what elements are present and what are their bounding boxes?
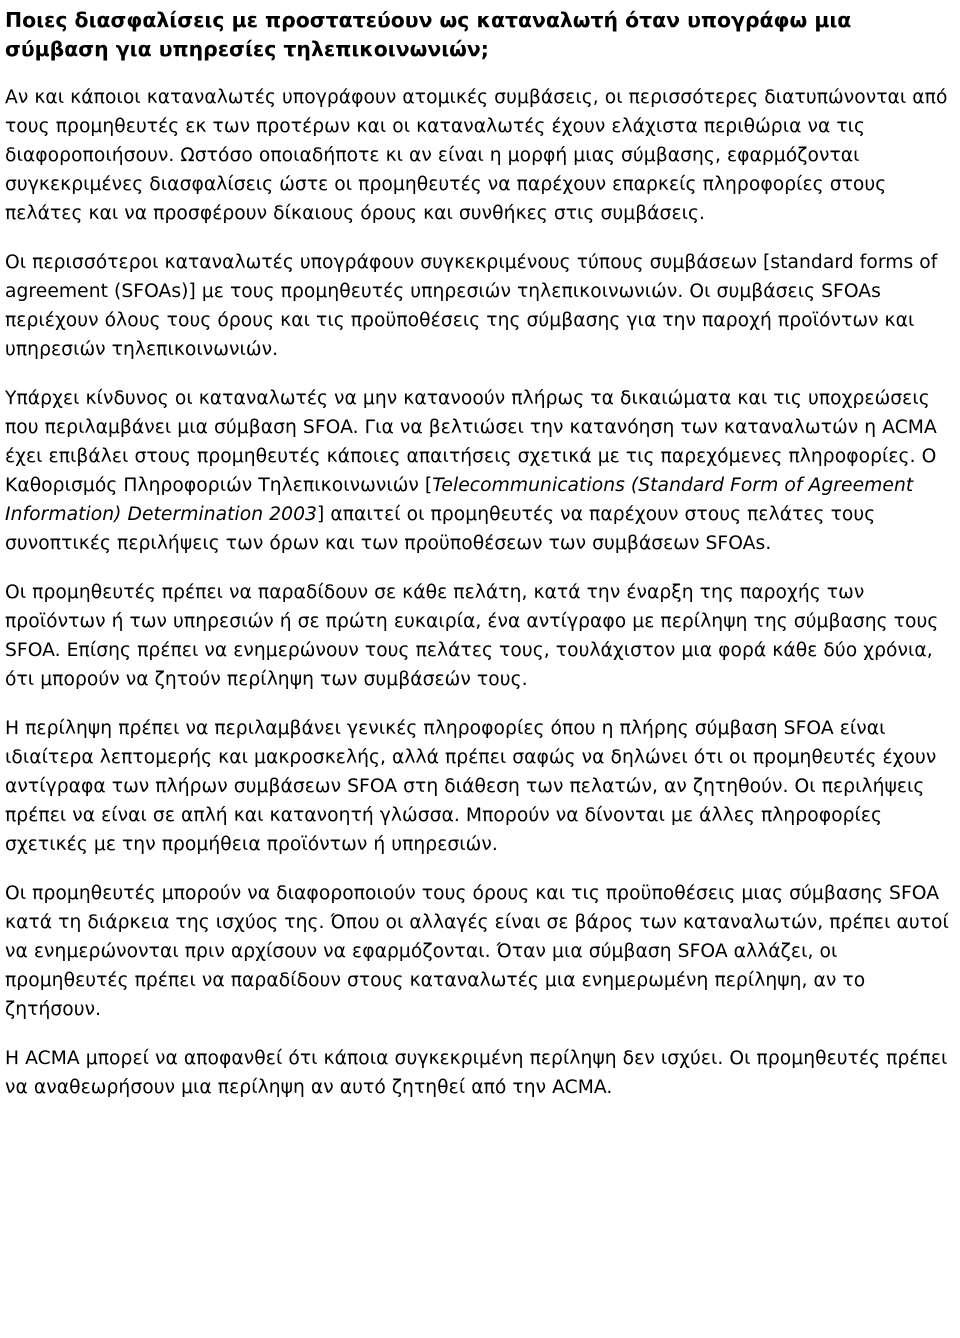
paragraph-intro: Αν και κάποιοι καταναλωτές υπογράφουν ατομικές συμβάσεις, οι περισσότερες διατυπώνονται από τους προμηθευτές εκ των προτέρων και οι καταναλωτές έχουν ελάχιστα περιθώρια να τις διαφοροποιήσουν. Ωστόσο οποιαδήποτε κι αν είναι η μορφή μιας σύμβασης, εφαρμόζονται συγκεκριμένες διασφαλίσεις ώστε οι προμηθευτές να παρέχουν επαρκείς πληροφορίες στους πελάτες και να προσφέρουν δίκαιους όρους και συνθήκες στις συμβάσεις. (5, 87, 948, 224)
document-title: Ποιες διασφαλίσεις με προστατεύουν ως καταναλωτή όταν υπογράφω μια σύμβαση για υπηρεσίες τηλεπικοινωνιών; (5, 8, 852, 61)
paragraph-summary-content: Η περίληψη πρέπει να περιλαμβάνει γενικές πληροφορίες όπου η πλήρης σύμβαση SFOA είναι ιδιαίτερα λεπτομερής και μακροσκελής, αλλά πρέπει σαφώς να δηλώνει ότι οι προμηθευτές έχουν αντίγραφα των πλήρων συμβάσεων SFOA στη διάθεση των πελατών, αν ζητηθούν. Οι περιλήψεις πρέπει να είναι σε απλή και κατανοητή γλώσσα. Μπορούν να δίνονται με άλλες πληροφορίες σχετικές με την προμήθεια προϊόντων ή υπηρεσιών. (5, 718, 937, 855)
paragraph-acma-requirements (5, 384, 955, 558)
paragraph-summary-delivery: Οι προμηθευτές πρέπει να παραδίδουν σε κάθε πελάτη, κατά την έναρξη της παροχής των προϊόντων ή των υπηρεσιών ή σε πρώτη ευκαιρία, ένα αντίγραφο με περίληψη της σύμβασης τους SFOA. Επίσης πρέπει να ενημερώνουν τους πελάτες τους, τουλάχιστον μια φορά κάθε δύο χρόνια, ότι μπορούν να ζητούν περίληψη των συμβάσεών τους. (5, 582, 939, 690)
paragraph-acma-review: Η ACMA μπορεί να αποφανθεί ότι κάποια συγκεκριμένη περίληψη δεν ισχύει. Οι προμηθευτές πρέπει να αναθεωρήσουν μια περίληψη αν αυτό ζητηθεί από την ACMA. (5, 1048, 948, 1098)
paragraph-contract-changes: Οι προμηθευτές μπορούν να διαφοροποιούν τους όρους και τις προϋποθέσεις μιας σύμβασης SFOA κατά τη διάρκεια της ισχύος της. Όπου οι αλλαγές είναι σε βάρος των καταναλωτών, πρέπει αυτοί να ενημερώνονται πριν αρχίσουν να εφαρμόζονται. Όταν μια σύμβαση SFOA αλλάζει, οι προμηθευτές πρέπει να παραδίδουν στους καταναλωτές μια ενημερωμένη περίληψη, αν το ζητήσουν. (5, 883, 949, 1020)
document-page (5, 6, 955, 1102)
paragraph-sfoas: Οι περισσότεροι καταναλωτές υπογράφουν συγκεκριμένους τύπους συμβάσεων [standard forms of agreement (SFOAs)] με τους προμηθευτές υπηρεσιών τηλεπικοινωνιών. Οι συμβάσεις SFOAs περιέχουν όλους τους όρους και τις προϋποθέσεις της σύμβασης για την παροχή προϊόντων και υπηρεσιών τηλεπικοινωνιών. (5, 252, 938, 360)
determination-title: Telecommunications (Standard Form of Agreement Information) Determination 2003 (5, 475, 914, 525)
paragraph-acma-requirements-text-before: Υπάρχει κίνδυνος οι καταναλωτές να μην κατανοούν πλήρως τα δικαιώματα και τις υποχρεώσεις που περιλαμβάνει μια σύμβαση SFOA. Για να βελτιώσει την κατανόηση των καταναλωτών η ACMA έχει επιβάλει στους προμηθευτές κάποιες απαιτήσεις σχετικά με τις παρεχόμενες πληροφορίες. Ο Καθορισμός Πληροφοριών Τηλεπικοινωνιών [ (5, 388, 937, 496)
paragraph-acma-requirements-text-after: ] απαιτεί οι προμηθευτές να παρέχουν στους πελάτες τους συνοπτικές περιλήψεις των όρων και των προϋποθέσεων των συμβάσεων SFOAs. (5, 504, 876, 554)
